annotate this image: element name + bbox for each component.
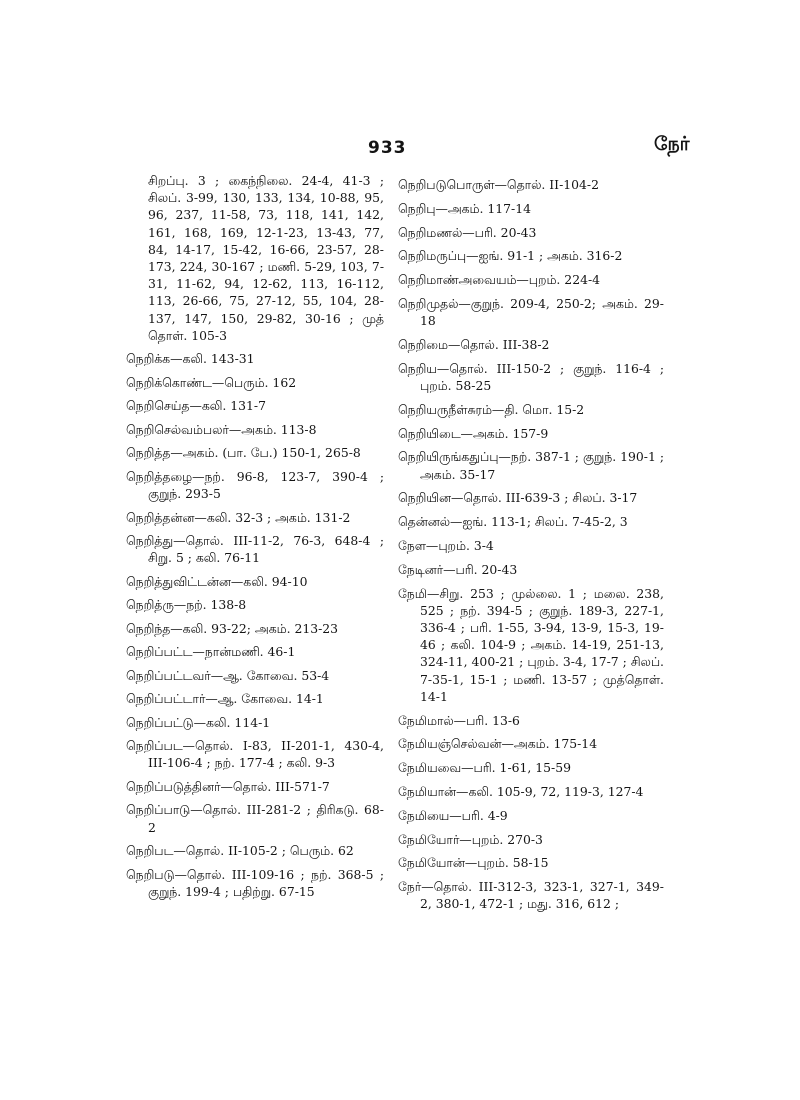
index-entry: தென்னல்—ஐங். 113-1; சிலப். 7-45-2, 3 [398, 514, 628, 530]
index-entry: நெறிப்பாடு—தொல். III-281-2 ; திரிகடு. 68-2 [126, 802, 384, 835]
index-entry: நெறித்து—தொல். III-11-2, 76-3, 648-4 ; சிறு. 5 ; கலி. 76-11 [126, 533, 384, 566]
index-entry: நெறிக்கொண்ட—பெரும். 162 [126, 374, 297, 390]
index-entry: நெறிபட—தொல். II-105-2 ; பெரும். 62 [126, 843, 354, 859]
index-entry: நேமி—சிறு. 253 ; முல்லை. 1 ; மலை. 238, 525 ; நற். 394-5 ; குறுந். 189-3, 227-1, 336-4 ; பரி. 1-55, 3-94, 13-9, 15-3, 19-46 ; கலி. 104-9 ; அகம். 14-19, 251-13, 324-11, 400-21 ; புறம். 3-4, 17-7 ; சிலப். 7-35-1, 15-1 ; மணி. 13-57 ; முத்தொள். 14-1 [398, 585, 664, 704]
index-entry: நெறிப்பட்ட—நான்மணி. 46-1 [126, 644, 296, 660]
index-entry: நெறித்தழை—நற். 96-8, 123-7, 390-4 ; குறுந். 293-5 [126, 468, 384, 502]
index-entry: நெறித்ரு—நற். 138-8 [126, 597, 247, 613]
index-entry: நெறித்தன்ன—கலி. 32-3 ; அகம். 131-2 [126, 509, 351, 525]
index-entry: நெறிபடு—தொல். III-109-16 ; நற். 368-5 ; குறுந். 199-4 ; பதிற்று. 67-15 [126, 866, 384, 899]
index-entry: நேமியோன்—புறம். 58-15 [398, 855, 549, 871]
index-entry: நெறிப்படுத்தினர்—தொல். III-571-7 [126, 778, 330, 794]
index-entry: நேள—புறம். 3-4 [398, 537, 494, 553]
index-entry: நெறியிடை—அகம். 157-9 [398, 425, 549, 441]
index-entry: நெறியிருங்கதுப்பு—நற். 387-1 ; குறுந். 190-1 ; அகம். 35-17 [398, 449, 664, 482]
index-entry: நெறிப்பட்டவர்—ஆ. கோவை. 53-4 [126, 667, 330, 683]
index-entry: நேமியஞ்செல்வன்—அகம். 175-14 [398, 736, 598, 752]
left-column [126, 172, 384, 906]
index-entry: நெறிபடுபொருள்—தொல். II-104-2 [398, 177, 599, 192]
right-column [398, 176, 664, 919]
index-entry: நெறிமருப்பு—ஐங். 91-1 ; அகம். 316-2 [398, 248, 623, 264]
index-entry: நெறிப்பட்டார்—ஆ. கோவை. 14-1 [126, 691, 324, 707]
index-entry: நெறிமணல்—பரி. 20-43 [398, 224, 537, 240]
index-entry: நெறிப்பட—தொல். I-83, II-201-1, 430-4, III-106-4 ; நற். 177-4 ; கலி. 9-3 [126, 738, 384, 771]
index-entry: நெறிய—தொல். III-150-2 ; குறுந். 116-4 ; புறம். 58-25 [398, 360, 664, 393]
index-entry: நெறிமுதல்—குறுந். 209-4, 250-2; அகம். 29-18 [398, 295, 664, 329]
index-entry: நெறியின—தொல். III-639-3 ; சிலப். 3-17 [398, 490, 638, 506]
index-entry: நெறிசெல்வம்பலர்—அகம். 113-8 [126, 421, 317, 437]
index-entry: நெறித்த—அகம். (பா. பே.) 150-1, 265-8 [126, 445, 361, 461]
index-entry: நெறிபு—அகம். 117-14 [398, 200, 532, 216]
page-number: 933 [368, 138, 407, 158]
index-entry: நெறிமை—தொல். III-38-2 [398, 336, 550, 352]
index-entry: நெறிப்பட்டு—கலி. 114-1 [126, 714, 271, 730]
running-head: நேர் [654, 133, 690, 155]
index-entry-continuation: சிறப்பு. 3 ; கைந்நிலை. 24-4, 41-3 ; சிலப். 3-99, 130, 133, 134, 10-88, 95, 96, 237, 11-58, 73, 118, 141, 142, 161, 168, 169, 12-1-23, 13-43, 77, 84, 14-17, 15-42, 16-66, 23-57, 28-173, 224, 30-167 ; மணி. 5-29, 103, 7-31, 11-62, 94, 12-62, 113, 16-112, 113, 26-66, 75, 27-12, 55, 104, 28-137, 147, 150, 29-82, 30-16 ; முத் தொள். 105-3 [148, 173, 384, 343]
index-entry: நெறிந்த—கலி. 93-22; அகம். 213-23 [126, 620, 339, 636]
index-entry: நேமியை—பரி. 4-9 [398, 807, 508, 823]
index-entry: நெறியருநீள்சுரம்—தி. மொ. 15-2 [398, 401, 585, 417]
index-entry: நெறிக்க—கலி. 143-31 [126, 351, 255, 367]
index-entry: நெறிசெய்த—கலி. 131-7 [126, 398, 266, 414]
index-entry: நேமிமால்—பரி. 13-6 [398, 712, 520, 728]
index-entry: நேடினர்—பரி. 20-43 [398, 561, 518, 577]
index-entry: நெறித்துவிட்டன்ன—கலி. 94-10 [126, 573, 308, 589]
index-entry: நேமியோர்—புறம். 270-3 [398, 831, 543, 847]
index-entry: நேமியவை—பரி. 1-61, 15-59 [398, 760, 571, 776]
index-entry: நெறிமாண்அவையம்—புறம். 224-4 [398, 272, 601, 288]
index-entry: நேமியான்—கலி. 105-9, 72, 119-3, 127-4 [398, 783, 644, 799]
index-entry: நேர்—தொல். III-312-3, 323-1, 327-1, 349-2, 380-1, 472-1 ; மது. 316, 612 ; [398, 879, 664, 912]
